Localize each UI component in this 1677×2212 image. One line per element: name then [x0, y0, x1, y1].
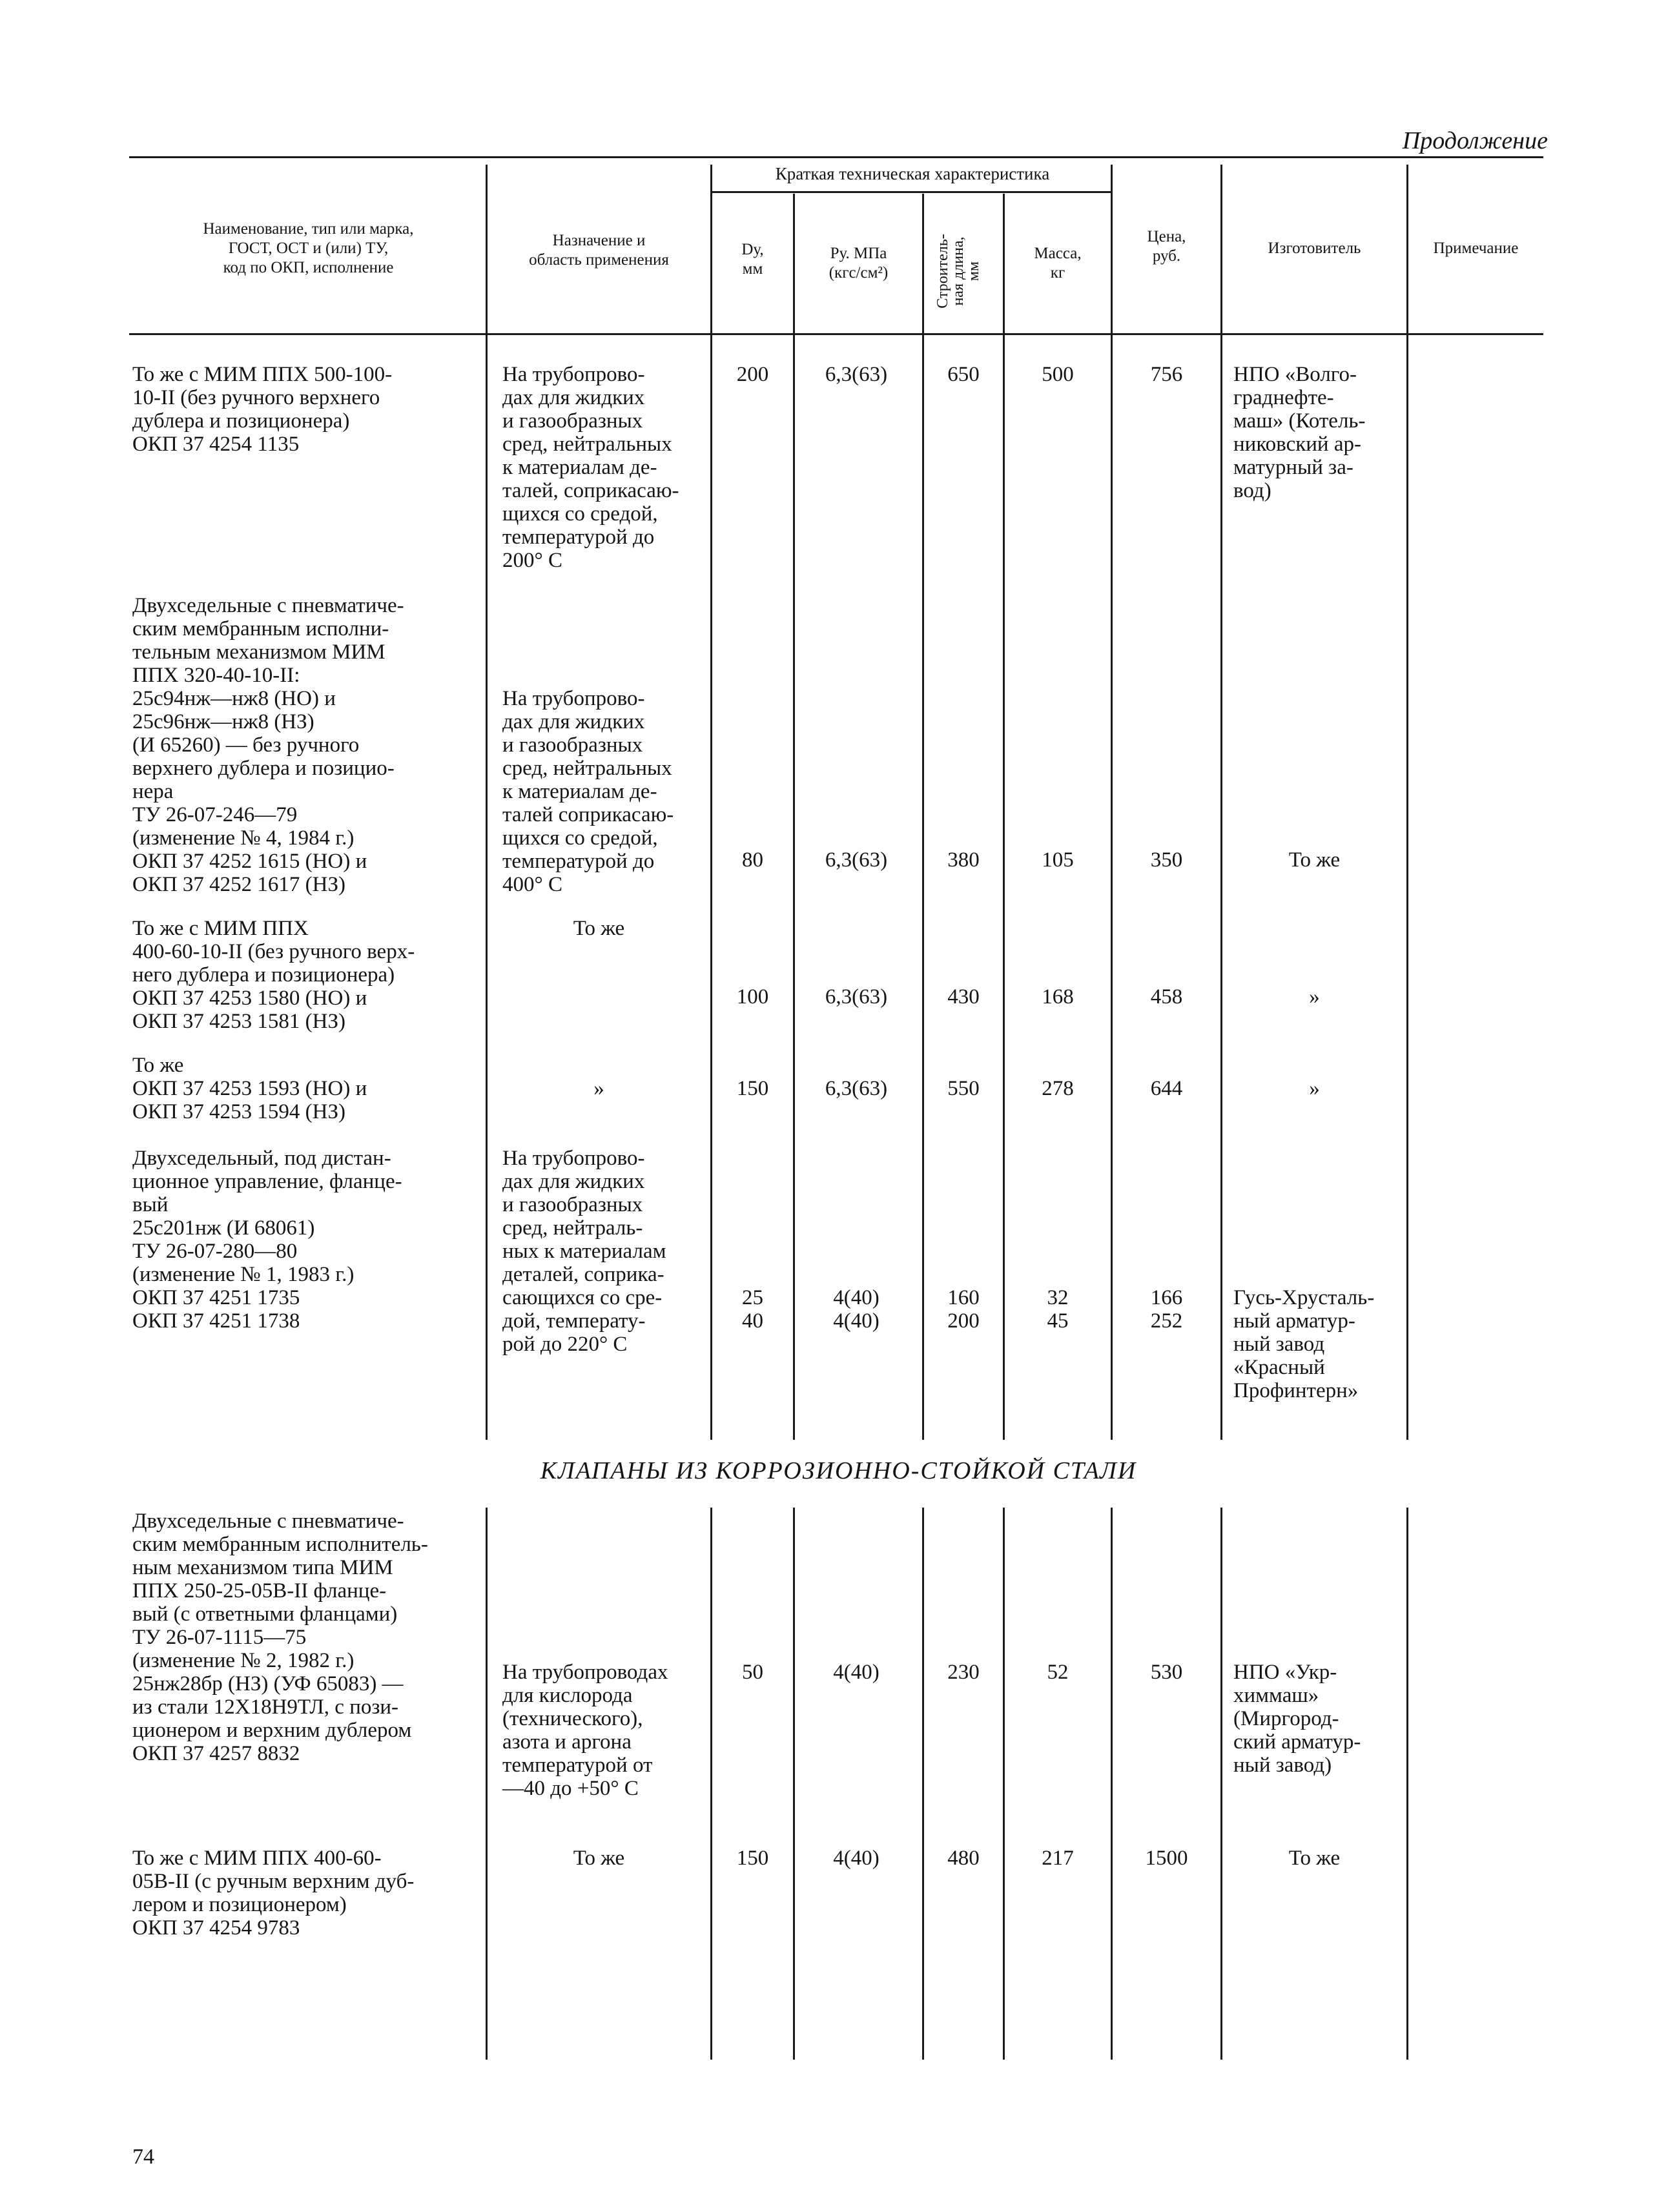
row-purpose: На трубопроводах для кислорода (технического), азота и аргона температурой от —40 до +50° С: [502, 1661, 668, 1800]
header-mass: Масса, кг: [1034, 245, 1082, 282]
row-maker: »: [1309, 1077, 1320, 1100]
row-purpose: То же: [573, 1847, 625, 1870]
col-divider: [710, 1508, 712, 2060]
col-divider: [710, 165, 712, 1440]
col-divider: [1003, 1508, 1005, 2060]
row-price: 530: [1150, 1661, 1183, 1684]
row-py: 6,3(63): [825, 985, 888, 1009]
row-maker: »: [1309, 985, 1320, 1009]
header-purpose: Назначение и область применения: [529, 232, 669, 269]
row-length: 480: [947, 1847, 980, 1870]
row-name: Двухседельный, под дистан- ционное управление, фланце- вый 25с201нж (И 68061) ТУ 26-07-280—80 (изменение № 1, 1983 г.) ОКП 37 4251 1735 ОКП 37 4251 1738: [132, 1147, 402, 1333]
row-name: Двухседельные с пневматиче- ским мембранным исполнитель- ным механизмом типа МИМ ППХ 250-25-05В-II фланце- вый (с ответными фланцами) ТУ 26-07-1115—75 (изменение № 2, 1982 г.) 25нж28бр (НЗ) (УФ 65083) — из стали 12Х18Н9ТЛ, с пози- ционером и верхним дублером ОКП 37 4257 8832: [132, 1510, 428, 1765]
row-name: То же с МИМ ППХ 400-60- 05В-II (с ручным верхним дуб- лером и позиционером) ОКП 37 4254 9783: [132, 1847, 415, 1940]
row-mass: 278: [1042, 1077, 1074, 1100]
row-mass: 32 45: [1047, 1286, 1069, 1333]
row-dy: 150: [736, 1077, 769, 1100]
row-purpose: На трубопрово- дах для жидких и газообразных сред, нейтральных к материалам де- талей соприкасаю- щихся со средой, температурой до 400° С: [502, 687, 674, 896]
row-length: 550: [947, 1077, 980, 1100]
row-purpose: На трубопрово- дах для жидких и газообразных сред, нейтральных к материалам де- талей, соприкасаю- щихся со средой, температурой до 200° С: [502, 363, 679, 572]
col-divider: [793, 1508, 795, 2060]
row-maker: То же: [1288, 848, 1341, 872]
continuation-label: Продолжение: [1402, 127, 1548, 154]
header-dy: Dу, мм: [741, 241, 764, 278]
header-maker: Изготовитель: [1268, 240, 1361, 257]
row-name: То же ОКП 37 4253 1593 (НО) и ОКП 37 4253 1594 (НЗ): [132, 1054, 367, 1123]
row-py: 4(40): [833, 1847, 880, 1870]
header-name: Наименование, тип или марка, ГОСТ, ОСТ и (или) ТУ, код по ОКП, исполнение: [203, 220, 414, 276]
row-py: 6,3(63): [825, 1077, 888, 1100]
row-price: 756: [1150, 363, 1183, 386]
row-dy: 50: [742, 1661, 763, 1684]
col-divider: [486, 1508, 488, 2060]
row-mass: 500: [1042, 363, 1074, 386]
row-name: Двухседельные с пневматиче- ским мембранным исполни- тельным механизмом МИМ ППХ 320-40-10-II: 25с94нж—нж8 (НО) и 25с96нж—нж8 (НЗ) (И 65260) — без ручного верхнего дублера и позицио- нера ТУ 26-07-246—79 (изменение № 4, 1984 г.) ОКП 37 4252 1615 (НО) и ОКП 37 4252 1617 (НЗ): [132, 594, 404, 896]
col-divider: [1111, 1508, 1113, 2060]
col-divider: [1406, 165, 1408, 1440]
row-py: 6,3(63): [825, 848, 888, 872]
row-length: 430: [947, 985, 980, 1009]
section-title: КЛАПАНЫ ИЗ КОРРОЗИОННО-СТОЙКОЙ СТАЛИ: [540, 1457, 1137, 1484]
col-divider: [922, 1508, 924, 2060]
row-length: 650: [947, 363, 980, 386]
row-purpose: »: [593, 1077, 604, 1100]
header-bottom-rule: [129, 333, 1543, 335]
row-name: То же с МИМ ППХ 400-60-10-II (без ручного верх- него дублера и позиционера) ОКП 37 4253 1580 (НО) и ОКП 37 4253 1581 (НЗ): [132, 917, 415, 1033]
table-top-rule: [129, 156, 1543, 158]
row-dy: 100: [736, 985, 769, 1009]
row-price: 350: [1150, 848, 1183, 872]
col-divider: [486, 165, 488, 1440]
row-name: То же с МИМ ППХ 500-100- 10-II (без ручного верхнего дублера и позиционера) ОКП 37 4254 1135: [132, 363, 393, 456]
row-dy: 25 40: [742, 1286, 763, 1333]
row-mass: 217: [1042, 1847, 1074, 1870]
header-note: Примечание: [1433, 240, 1519, 257]
row-purpose: То же: [573, 917, 625, 940]
col-divider: [1220, 1508, 1222, 2060]
row-maker: То же: [1288, 1847, 1341, 1870]
group-header-rule: [712, 191, 1113, 193]
col-divider: [1406, 1508, 1408, 2060]
row-dy: 150: [736, 1847, 769, 1870]
row-price: 166 252: [1150, 1286, 1183, 1333]
col-divider: [1111, 165, 1113, 1440]
col-divider: [1220, 165, 1222, 1440]
page-number: 74: [132, 2145, 154, 2169]
row-price: 644: [1150, 1077, 1183, 1100]
row-mass: 105: [1042, 848, 1074, 872]
row-py: 6,3(63): [825, 363, 888, 386]
row-maker: НПО «Волго- граднефте- маш» (Котель- никовский ар- матурный за- вод): [1233, 363, 1366, 502]
row-maker: Гусь-Хрусталь- ный арматур- ный завод «Красный Профинтерн»: [1233, 1286, 1375, 1402]
header-length: Строитель- ная длина, мм: [934, 234, 982, 309]
header-py: Pу. МПа (кгс/см²): [828, 245, 889, 282]
row-dy: 200: [736, 363, 769, 386]
row-price: 458: [1150, 985, 1183, 1009]
row-mass: 168: [1042, 985, 1074, 1009]
row-py: 4(40) 4(40): [833, 1286, 880, 1333]
row-py: 4(40): [833, 1661, 880, 1684]
row-maker: НПО «Укр- химмаш» (Миргород- ский арматур- ный завод): [1233, 1661, 1361, 1777]
row-purpose: На трубопрово- дах для жидких и газообразных сред, нейтраль- ных к материалам деталей, соприка- сающихся со сре- дой, температу- рой до 220° С: [502, 1147, 666, 1356]
row-mass: 52: [1047, 1661, 1069, 1684]
row-dy: 80: [742, 848, 763, 872]
row-length: 230: [947, 1661, 980, 1684]
row-price: 1500: [1145, 1847, 1188, 1870]
header-price: Цена, руб.: [1147, 228, 1186, 265]
header-group-title: Краткая техническая характеристика: [775, 164, 1050, 183]
row-length: 380: [947, 848, 980, 872]
row-length: 160 200: [947, 1286, 980, 1333]
